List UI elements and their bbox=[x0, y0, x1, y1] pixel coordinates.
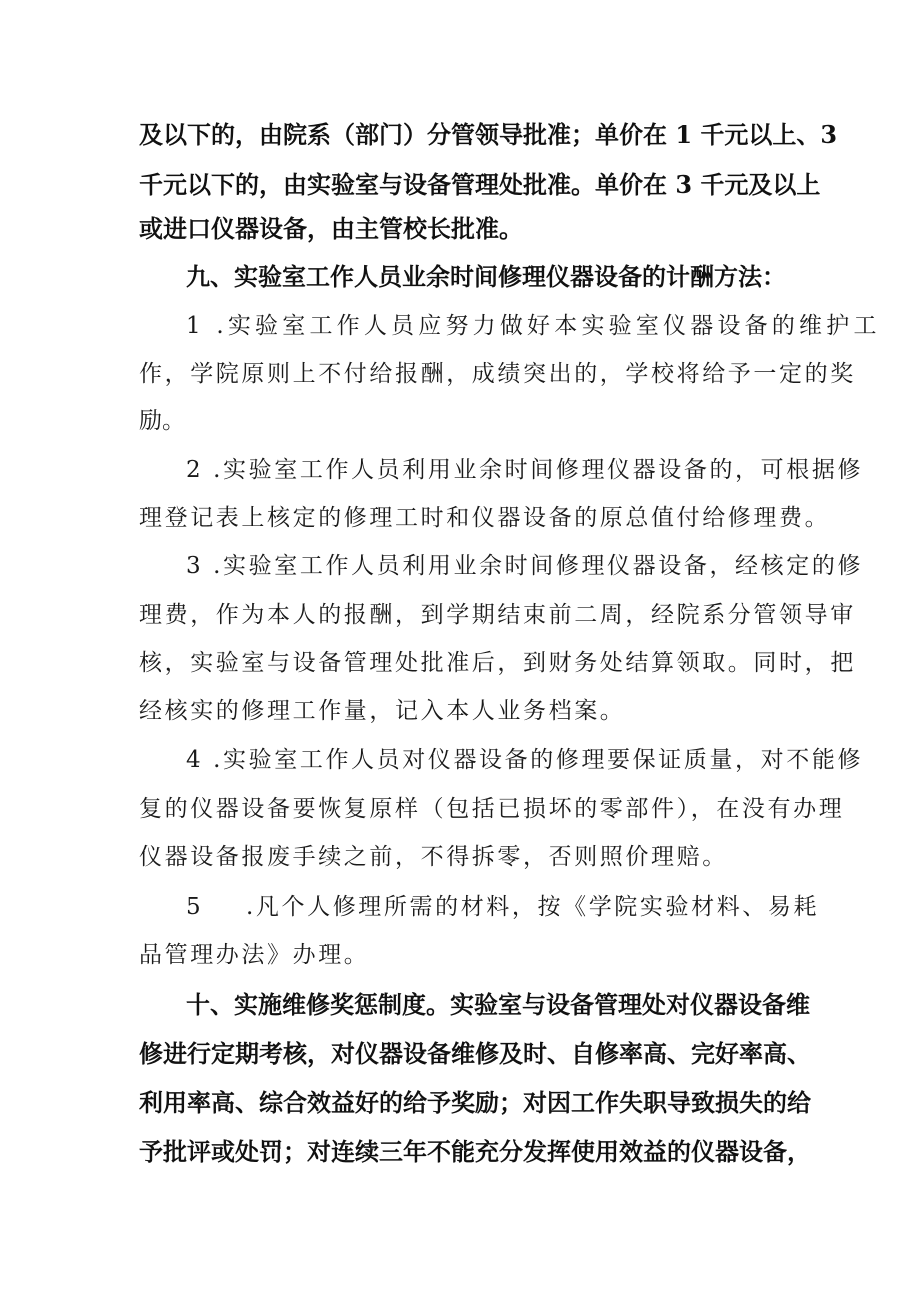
section-heading-nine: 九、实验室工作人员业余时间修理仪器设备的计酬方法： bbox=[186, 262, 786, 291]
list-item-line: 品管理办法》办理。 bbox=[139, 942, 370, 968]
list-item-line: 理费，作为本人的报酬，到学期结束前二周，经院系分管领导审 bbox=[139, 602, 856, 628]
list-item-line: .凡个人修理所需的材料，按《学院实验材料、易耗 bbox=[246, 894, 820, 920]
paragraph-line: 千元以下的，由实验室与设备管理处批准。单价在 3 千元及以上 bbox=[139, 170, 821, 199]
list-item-line: 理登记表上核定的修理工时和仪器设备的原总值付给修理费。 bbox=[139, 505, 831, 531]
list-item-line: 4 .实验室工作人员对仪器设备的修理要保证质量，对不能修 bbox=[186, 747, 864, 773]
list-item-line: 核，实验室与设备管理处批准后，到财务处结算领取。同时，把 bbox=[139, 650, 856, 676]
paragraph-line: 及以下的，由院系（部门）分管领导批准；单价在 1 千元以上、3 bbox=[139, 120, 838, 149]
section-ten-line: 利用率高、综合效益好的给予奖励；对因工作失职导致损失的给 bbox=[139, 1088, 811, 1117]
section-ten-line: 十、实施维修奖惩制度。实验室与设备管理处对仪器设备维 bbox=[186, 990, 810, 1019]
list-item-number: 5 bbox=[186, 894, 201, 920]
list-item-line: 仪器设备报废手续之前，不得拆零，否则照价理赔。 bbox=[139, 844, 728, 870]
list-item-line: 作，学院原则上不付给报酬，成绩突出的，学校将给予一定的奖 bbox=[139, 361, 856, 387]
list-item-line: 励。 bbox=[139, 408, 185, 434]
list-item-line: 复的仪器设备要恢复原样（包括已损坏的零部件），在没有办理 bbox=[139, 796, 845, 822]
list-item-line: 3 .实验室工作人员利用业余时间修理仪器设备，经核定的修 bbox=[186, 553, 864, 579]
list-item-line: 经核实的修理工作量，记入本人业务档案。 bbox=[139, 698, 626, 724]
list-item-line: 2 .实验室工作人员利用业余时间修理仪器设备的，可根据修 bbox=[186, 457, 864, 483]
section-ten-line: 予批评或处罚；对连续三年不能充分发挥使用效益的仪器设备， bbox=[139, 1137, 811, 1166]
paragraph-line: 或进口仪器设备，由主管校长批准。 bbox=[139, 214, 523, 243]
list-item-line: 1 .实验室工作人员应努力做好本实验室仪器设备的维护工 bbox=[186, 313, 881, 339]
section-ten-line: 修进行定期考核，对仪器设备维修及时、自修率高、完好率高、 bbox=[139, 1039, 811, 1068]
